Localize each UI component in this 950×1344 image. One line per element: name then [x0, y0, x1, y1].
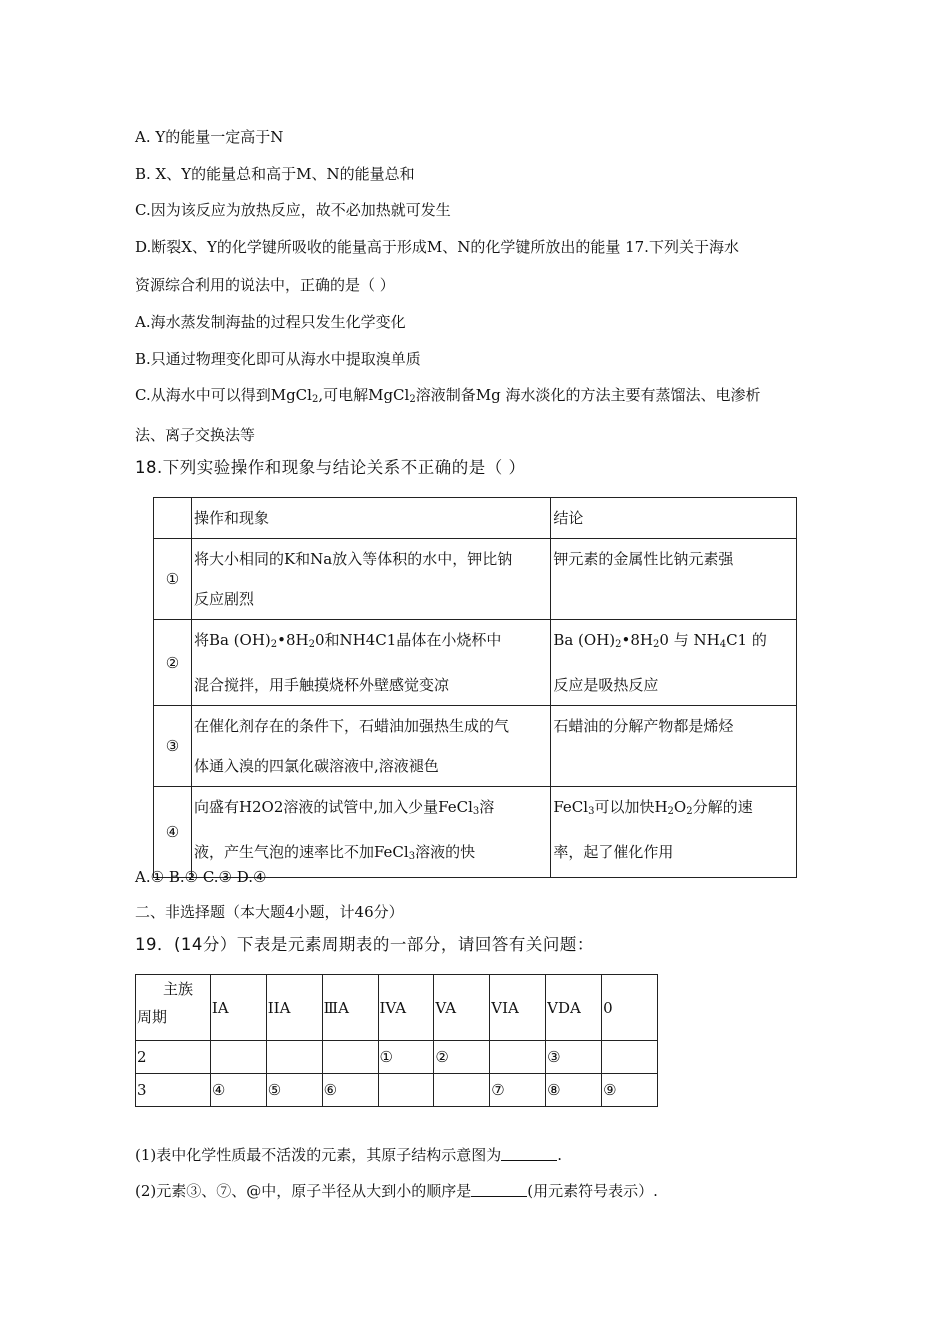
q19-subquestion-1: (1)表中化学性质最不活泼的元素，其原子结构示意图为 .	[135, 1146, 563, 1164]
table-header-row	[154, 498, 797, 539]
element-cell: ③	[546, 1041, 602, 1074]
table-row	[154, 706, 797, 787]
element-cell	[322, 1041, 378, 1074]
section-heading: 二、非选择题（本大题4小题，计46分）	[135, 903, 404, 921]
answer-blank	[471, 1182, 527, 1197]
element-cell: ⑨	[602, 1074, 658, 1107]
table-header-cell: 操作和现象	[191, 498, 550, 539]
operation-cell: 将Ba $(OH)_2•8H_20$和NH4C1晶体在小烧杯中 混合搅拌，用手触摸烧杯外壁感觉变凉	[191, 620, 550, 706]
element-cell	[434, 1074, 490, 1107]
row-number: ①	[154, 539, 192, 620]
element-cell	[490, 1041, 546, 1074]
group-header: ⅢA	[322, 975, 378, 1041]
element-cell: ⑥	[322, 1074, 378, 1107]
operation-cell: 将大小相同的K和Na放入等体积的水中，钾比钠 反应剧烈	[191, 539, 550, 620]
operation-cell: 在催化剂存在的条件下，石蜡油加强热生成的气 体通入溴的四氯化碳溶液中,溶液褪色	[191, 706, 550, 787]
answer-blank	[501, 1146, 557, 1161]
group-header: IA	[210, 975, 266, 1041]
conclusion-cell: Ba $(OH)_2•8H_20$ 与 $NH_4C1$ 的 反应是吸热反应	[551, 620, 797, 706]
group-header: VA	[434, 975, 490, 1041]
row-number: ②	[154, 620, 192, 706]
table-row	[154, 620, 797, 706]
table-header-cell: 结论	[551, 498, 797, 539]
element-cell	[378, 1074, 434, 1107]
operation-cell: 向盛有H2O2溶液的试管中,加入少量FeCl$_3$溶 液，产生气泡的速率比不加FeCl$_3$溶液的快	[191, 787, 550, 878]
element-cell	[210, 1041, 266, 1074]
element-cell: ①	[378, 1041, 434, 1074]
q16-option-a: A. Y的能量一定高于N	[135, 128, 284, 146]
row-number: ④	[154, 787, 192, 878]
group-header: 0	[602, 975, 658, 1041]
group-header: VIA	[490, 975, 546, 1041]
element-cell	[602, 1041, 658, 1074]
q18-answer-options: A.① B.② C.③ D.④	[135, 868, 267, 886]
table-row	[154, 539, 797, 620]
periodic-table	[135, 974, 658, 1107]
element-cell: ⑦	[490, 1074, 546, 1107]
q16-option-b: B. X、Y的能量总和高于M、N的能量总和	[135, 165, 415, 183]
element-cell: ⑧	[546, 1074, 602, 1107]
q17-option-b: B.只通过物理变化即可从海水中提取溴单质	[135, 350, 421, 368]
table-row	[154, 787, 797, 878]
conclusion-cell: 钾元素的金属性比钠元素强	[551, 539, 797, 620]
conclusion-cell: FeCl$_3$可以加快$H_2O_2$分解的速 率，起了催化作用	[551, 787, 797, 878]
conclusion-cell: 石蜡油的分解产物都是烯烃	[551, 706, 797, 787]
q18-title: 18.下列实验操作和现象与结论关系不正确的是（ ）	[135, 458, 526, 477]
element-cell: ④	[210, 1074, 266, 1107]
q19-title: 19．(14分）下表是元素周期表的一部分，请回答有关问题：	[135, 935, 594, 954]
q16-option-d: D.断裂X、Y的化学键所吸收的能量高于形成M、N的化学键所放出的能量 17.下列关于海水	[135, 238, 739, 256]
q18-table	[153, 497, 797, 878]
q17-stem: 资源综合利用的说法中，正确的是（ ）	[135, 276, 395, 294]
table-header-row	[136, 975, 658, 1041]
group-header: IIA	[266, 975, 322, 1041]
q16-option-c: C.因为该反应为放热反应，故不必加热就可发生	[135, 201, 451, 219]
q17-option-a: A.海水蒸发制海盐的过程只发生化学变化	[135, 313, 406, 331]
q17-option-c: C.从海水中可以得到MgCl$_2$,可电解MgCl$_2$溶液制备Mg 海水淡化的方法主要有蒸馏法、电渗析	[135, 386, 761, 405]
q17-option-c-cont: 法、离子交换法等	[135, 426, 256, 444]
period-cell: 2	[136, 1041, 211, 1074]
group-header: IVA	[378, 975, 434, 1041]
corner-cell: 主族 周期	[136, 975, 211, 1041]
row-number: ③	[154, 706, 192, 787]
element-cell: ②	[434, 1041, 490, 1074]
element-cell: ⑤	[266, 1074, 322, 1107]
table-row	[136, 1074, 658, 1107]
group-header: VDA	[546, 975, 602, 1041]
period-cell: 3	[136, 1074, 211, 1107]
table-header-cell	[154, 498, 192, 539]
q19-subquestion-2: (2)元素③、⑦、@中，原子半径从大到小的顺序是 (用元素符号表示）.	[135, 1182, 658, 1200]
table-row	[136, 1041, 658, 1074]
element-cell	[266, 1041, 322, 1074]
